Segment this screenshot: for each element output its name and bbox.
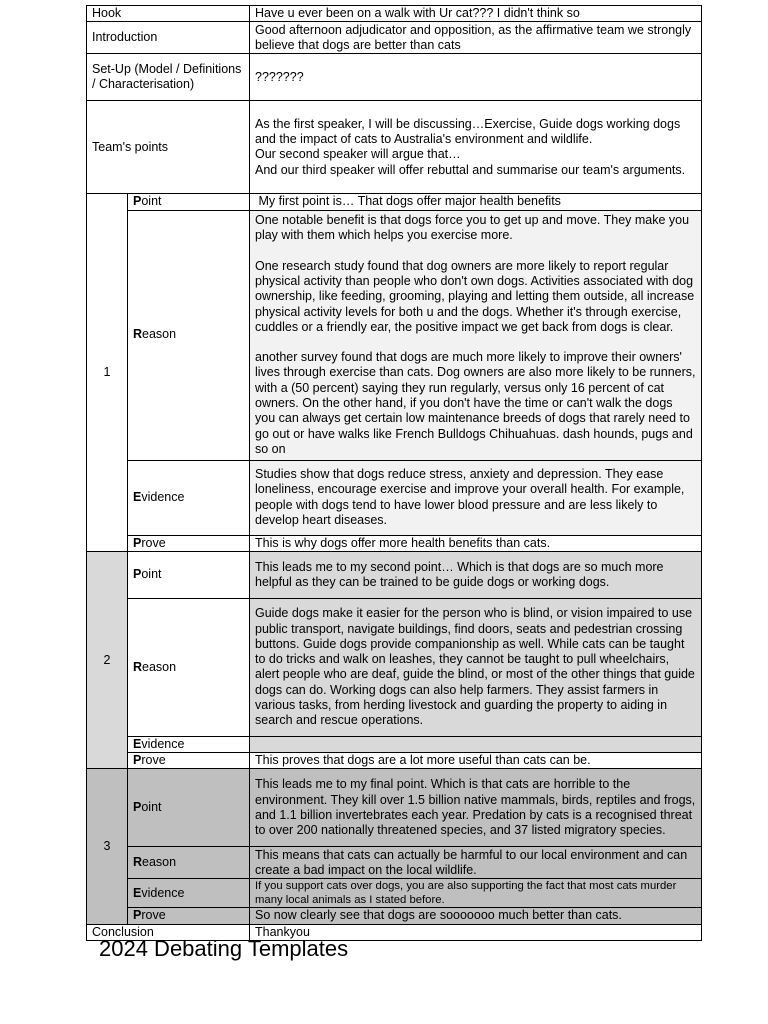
argument-1-reason-row bbox=[87, 210, 702, 460]
argument-3-point-text: This leads me to my final point. Which is that cats are horrible to the environment. They kill over 1.5 billion native mammals, birds, reptiles and frogs, and 1.1 billion invertebrates each year. Predation by cats is a recognised threat to over 200 nationally threatened species, and 37 listed migratory species. bbox=[250, 769, 702, 847]
reason-paragraph: One notable benefit is that dogs force you to get up and move. They make you play with them which helps you exercise more. bbox=[255, 213, 690, 243]
setup-text: ??????? bbox=[250, 54, 702, 101]
label-rest: vidence bbox=[141, 736, 185, 751]
team-points-line: Our second speaker will argue that… bbox=[255, 147, 461, 162]
argument-2-prove-text: This proves that dogs are a lot more useful than cats can be. bbox=[250, 753, 702, 769]
footer-title: 2024 Debating Templates bbox=[99, 936, 349, 961]
label-initial: E bbox=[133, 489, 142, 504]
argument-1-reason-text bbox=[250, 210, 702, 460]
argument-2-evidence-text bbox=[250, 736, 702, 752]
reason-label bbox=[128, 847, 250, 879]
reason-paragraph: One research study found that dog owners are more likely to report regular physical activity than people who don't own dogs. Activities associated with dog ownership, like feeding, grooming, playing and letting them outside, all increase physical activity levels for both u and the dogs. Whether it's through exercise, cuddles or a friendly ear, the positive impact we get back from dogs is clear. bbox=[255, 258, 695, 334]
argument-2-evidence-row bbox=[87, 736, 702, 752]
hook-row bbox=[87, 6, 702, 22]
paragraph-gap bbox=[255, 244, 696, 259]
introduction-row bbox=[87, 22, 702, 54]
point-label bbox=[128, 551, 250, 598]
conclusion-label: Conclusion bbox=[87, 924, 250, 940]
argument-3-reason-text: This means that cats can actually be harmful to our local environment and can create a bad impact on the local wildlife. bbox=[250, 847, 702, 879]
setup-row bbox=[87, 54, 702, 101]
label-rest: vidence bbox=[141, 489, 185, 504]
label-initial: P bbox=[133, 567, 142, 582]
argument-3-evidence-text: If you support cats over dogs, you are also supporting the fact that most cats murder many local animals as I stated before. bbox=[250, 879, 702, 908]
label-initial: P bbox=[133, 753, 142, 768]
argument-number: 3 bbox=[87, 769, 128, 924]
evidence-label bbox=[128, 460, 250, 535]
label-rest: oint bbox=[141, 194, 162, 209]
prove-label bbox=[128, 535, 250, 551]
argument-2-prove-row bbox=[87, 753, 702, 769]
label-initial: P bbox=[133, 535, 142, 550]
label-initial: P bbox=[133, 194, 142, 209]
label-initial: R bbox=[133, 855, 143, 870]
argument-1-prove-text: This is why dogs offer more health benefits than cats. bbox=[250, 535, 702, 551]
argument-number: 2 bbox=[87, 551, 128, 769]
label-rest: eason bbox=[142, 659, 177, 674]
label-rest: eason bbox=[142, 327, 177, 342]
argument-1-point-text: My first point is… That dogs offer major health benefits bbox=[250, 194, 702, 210]
label-rest: eason bbox=[142, 855, 177, 870]
team-points-row bbox=[87, 101, 702, 194]
label-initial: R bbox=[133, 327, 143, 342]
reason-paragraph: another survey found that dogs are much more likely to improve their owners' lives through exercise than cats. Dog owners are also more likely to be runners, with a (50 percent) saying they run regularly, versus only 16 percent of cat owners. On the other hand, if you don't have the time or can't walk the dogs you can always get certain low maintenance breeds of dogs that rarely need to go out or have walks like French Bulldogs Chihuahuas. dash hounds, pugs and so on bbox=[255, 350, 696, 456]
reason-label bbox=[128, 598, 250, 736]
argument-2-point-row bbox=[87, 551, 702, 598]
argument-number: 1 bbox=[87, 194, 128, 552]
team-points-text bbox=[250, 101, 702, 194]
point-label bbox=[128, 194, 250, 210]
argument-2-reason-text: Guide dogs make it easier for the person who is blind, or vision impaired to use public transport, navigate buildings, find doors, seats and pedestrian crossing buttons. Guide dogs provide companionship as well. While cats can be taught to do tricks and walk on leashes, they cannot be taught to pull wheelchairs, alert people who are deaf, guide the blind, or most of the other things that guide dogs can do. Working dogs can also help farmers. They assist farmers in various tasks, from herding livestock and guarding the property to aiding in search and rescue operations. bbox=[250, 598, 702, 736]
label-rest: vidence bbox=[141, 885, 185, 900]
argument-3-point-row bbox=[87, 769, 702, 847]
label-initial: P bbox=[133, 800, 142, 815]
prove-label bbox=[128, 908, 250, 924]
team-points-line: And our third speaker will offer rebuttal and summarise our team's arguments. bbox=[255, 162, 686, 177]
argument-3-prove-text: So now clearly see that dogs are sooooooo much better than cats. bbox=[250, 908, 702, 924]
introduction-label: Introduction bbox=[87, 22, 250, 54]
label-rest: rove bbox=[141, 908, 166, 923]
label-rest: oint bbox=[141, 800, 162, 815]
team-points-label: Team's points bbox=[87, 101, 250, 194]
paragraph-gap bbox=[255, 335, 696, 350]
prove-label bbox=[128, 753, 250, 769]
conclusion-text: Thankyou bbox=[250, 924, 702, 940]
label-rest: oint bbox=[141, 567, 162, 582]
reason-label bbox=[128, 210, 250, 460]
evidence-label bbox=[128, 736, 250, 752]
debate-template-table bbox=[86, 5, 702, 941]
argument-2-point-text: This leads me to my second point… Which is that dogs are so much more helpful as they can be trained to be guide dogs or working dogs. bbox=[250, 551, 702, 598]
argument-1-evidence-text: Studies show that dogs reduce stress, anxiety and depression. They ease loneliness, encourage exercise and improve your overall health. For example, people with dogs tend to have lower blood pressure and are less likely to develop heart diseases. bbox=[250, 460, 702, 535]
label-initial: E bbox=[133, 885, 142, 900]
label-rest: rove bbox=[141, 753, 166, 768]
argument-2-reason-row bbox=[87, 598, 702, 736]
label-initial: R bbox=[133, 659, 143, 674]
argument-3-reason-row bbox=[87, 847, 702, 879]
argument-1-evidence-row bbox=[87, 460, 702, 535]
introduction-text: Good afternoon adjudicator and opposition, as the affirmative team we strongly believe that dogs are better than cats bbox=[250, 22, 702, 54]
argument-3-evidence-row bbox=[87, 879, 702, 908]
label-initial: P bbox=[133, 908, 142, 923]
hook-text: Have u ever been on a walk with Ur cat??? I didn't think so bbox=[250, 6, 702, 22]
argument-1-point-row bbox=[87, 194, 702, 210]
label-rest: rove bbox=[141, 535, 166, 550]
team-points-line: As the first speaker, I will be discussing…Exercise, Guide dogs working dogs and the impact of cats to Australia's environment and wildlife. bbox=[255, 116, 681, 146]
evidence-label bbox=[128, 879, 250, 908]
setup-label: Set-Up (Model / Definitions / Characterisation) bbox=[87, 54, 250, 101]
hook-label: Hook bbox=[87, 6, 250, 22]
argument-1-prove-row bbox=[87, 535, 702, 551]
argument-3-prove-row bbox=[87, 908, 702, 924]
label-initial: E bbox=[133, 736, 142, 751]
point-label bbox=[128, 769, 250, 847]
